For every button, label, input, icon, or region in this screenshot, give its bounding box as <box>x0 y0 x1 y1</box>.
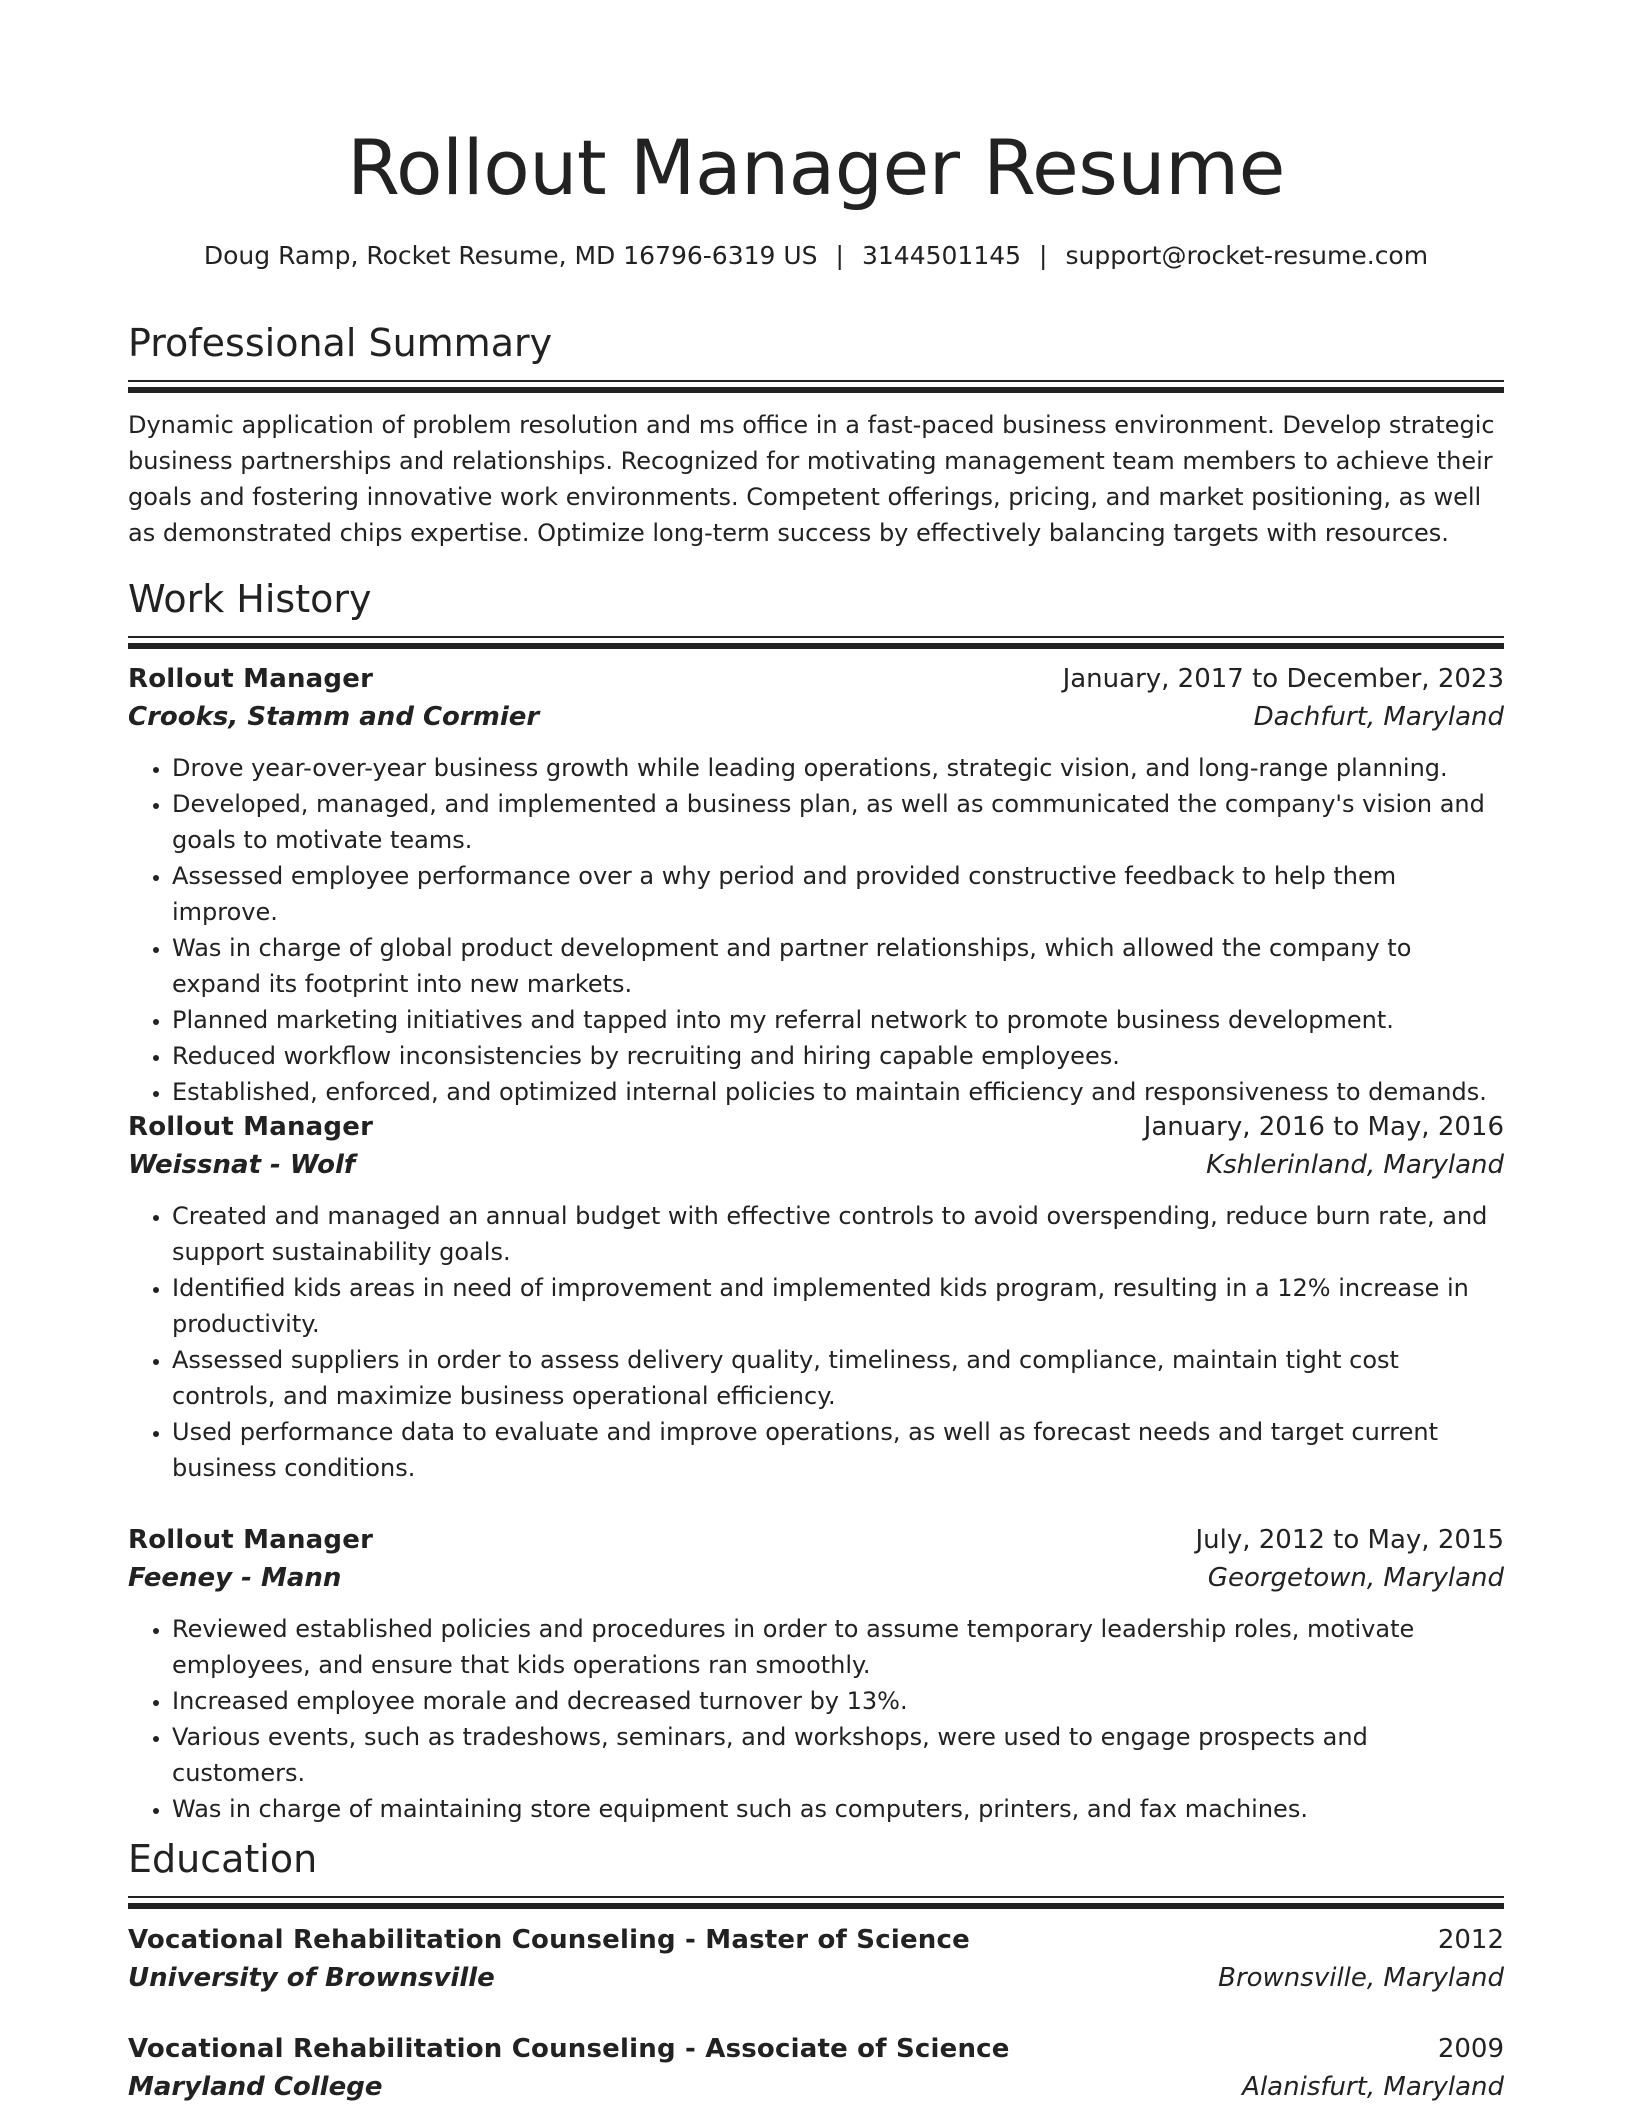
list-item: • Increased employee morale and decreased turnover by 13%. <box>172 1683 1504 1719</box>
list-item: • Identified kids areas in need of improvement and implemented kids program, resulting in a 12% increase in productivity. <box>172 1270 1504 1342</box>
company-name: Crooks, Stamm and Cormier <box>128 702 540 732</box>
contact-email: support@rocket-resume.com <box>1065 241 1429 270</box>
graduation-year: 2009 <box>1437 2034 1504 2064</box>
list-item: • Various events, such as tradeshows, seminars, and workshops, were used to engage prospects and customers. <box>172 1719 1504 1791</box>
job-entry <box>128 1521 1504 1827</box>
summary-text: Dynamic application of problem resolution and ms office in a fast-paced business environment. Develop strategic business partnerships and relationships. Recognized for motivating management team members to achieve their goals and fostering innovative work environments. Competent offerings, pricing, and market positioning, as well as demonstrated chips expertise. Optimize long-term success by effectively balancing targets with resources. <box>128 411 1495 547</box>
job-bullets <box>128 1611 1504 1827</box>
section-heading: Professional Summary <box>128 321 553 365</box>
job-title: Rollout Manager <box>128 1112 374 1142</box>
contact-address: Doug Ramp, Rocket Resume, MD 16796-6319 US <box>203 241 818 270</box>
contact-phone: 3144501145 <box>861 241 1022 270</box>
section-heading: Work History <box>128 577 372 621</box>
company-name: Feeney - Mann <box>128 1563 342 1593</box>
job-entry <box>128 1108 1504 1486</box>
list-item: • Assessed employee performance over a why period and provided constructive feedback to help them improve. <box>172 858 1504 930</box>
job-location: Georgetown, Maryland <box>1207 1563 1504 1593</box>
job-dates: January, 2017 to December, 2023 <box>1062 664 1504 694</box>
list-item: • Assessed suppliers in order to assess delivery quality, timeliness, and compliance, maintain tight cost controls, and maximize business operational efficiency. <box>172 1342 1504 1414</box>
list-item: • Created and managed an annual budget with effective controls to avoid overspending, reduce burn rate, and support sustainability goals. <box>172 1198 1504 1270</box>
list-item: • Planned marketing initiatives and tapped into my referral network to promote business development. <box>172 1002 1504 1038</box>
education-entry <box>128 2030 1504 2106</box>
list-item: • Established, enforced, and optimized internal policies to maintain efficiency and responsiveness to demands. <box>172 1074 1504 1110</box>
section-divider <box>128 387 1504 393</box>
contact-separator: | <box>835 241 844 270</box>
resume-title: Rollout Manager Resume <box>347 123 1285 212</box>
work-history-section <box>128 574 1504 649</box>
contact-line <box>128 238 1504 274</box>
section-divider <box>128 1903 1504 1909</box>
section-divider <box>128 643 1504 649</box>
school-location: Brownsville, Maryland <box>1218 1963 1504 1993</box>
job-location: Dachfurt, Maryland <box>1253 702 1504 732</box>
contact-separator: | <box>1039 241 1048 270</box>
school-name: University of Brownsville <box>128 1963 495 1993</box>
job-entry <box>128 660 1504 1110</box>
job-bullets <box>128 750 1504 1110</box>
school-name: Maryland College <box>128 2072 383 2102</box>
list-item: • Was in charge of global product development and partner relationships, which allowed the company to expand its footprint into new markets. <box>172 930 1504 1002</box>
education-section <box>128 1834 1504 1909</box>
company-name: Weissnat - Wolf <box>128 1150 356 1180</box>
section-divider <box>128 1896 1504 1898</box>
list-item: • Used performance data to evaluate and improve operations, as well as forecast needs and target current business conditions. <box>172 1414 1504 1486</box>
job-dates: January, 2016 to May, 2016 <box>1143 1112 1504 1142</box>
list-item: • Reviewed established policies and procedures in order to assume temporary leadership roles, motivate employees, and ensure that kids operations ran smoothly. <box>172 1611 1504 1683</box>
job-bullets <box>128 1198 1504 1486</box>
list-item: • Developed, managed, and implemented a business plan, as well as communicated the company's vision and goals to motivate teams. <box>172 786 1504 858</box>
degree-name: Vocational Rehabilitation Counseling - Associate of Science <box>128 2034 1010 2064</box>
graduation-year: 2012 <box>1437 1925 1504 1955</box>
job-title: Rollout Manager <box>128 664 374 694</box>
job-location: Kshlerinland, Maryland <box>1206 1150 1504 1180</box>
degree-name: Vocational Rehabilitation Counseling - Master of Science <box>128 1925 970 1955</box>
job-dates: July, 2012 to May, 2015 <box>1195 1525 1504 1555</box>
section-heading: Education <box>128 1837 318 1881</box>
list-item: • Reduced workflow inconsistencies by recruiting and hiring capable employees. <box>172 1038 1504 1074</box>
education-entry <box>128 1921 1504 1997</box>
section-divider <box>128 380 1504 382</box>
list-item: • Was in charge of maintaining store equipment such as computers, printers, and fax machines. <box>172 1791 1504 1827</box>
summary-section <box>128 318 1504 551</box>
section-divider <box>128 636 1504 638</box>
list-item: • Drove year-over-year business growth while leading operations, strategic vision, and long-range planning. <box>172 750 1504 786</box>
school-location: Alanisfurt, Maryland <box>1242 2072 1504 2102</box>
job-title: Rollout Manager <box>128 1525 374 1555</box>
